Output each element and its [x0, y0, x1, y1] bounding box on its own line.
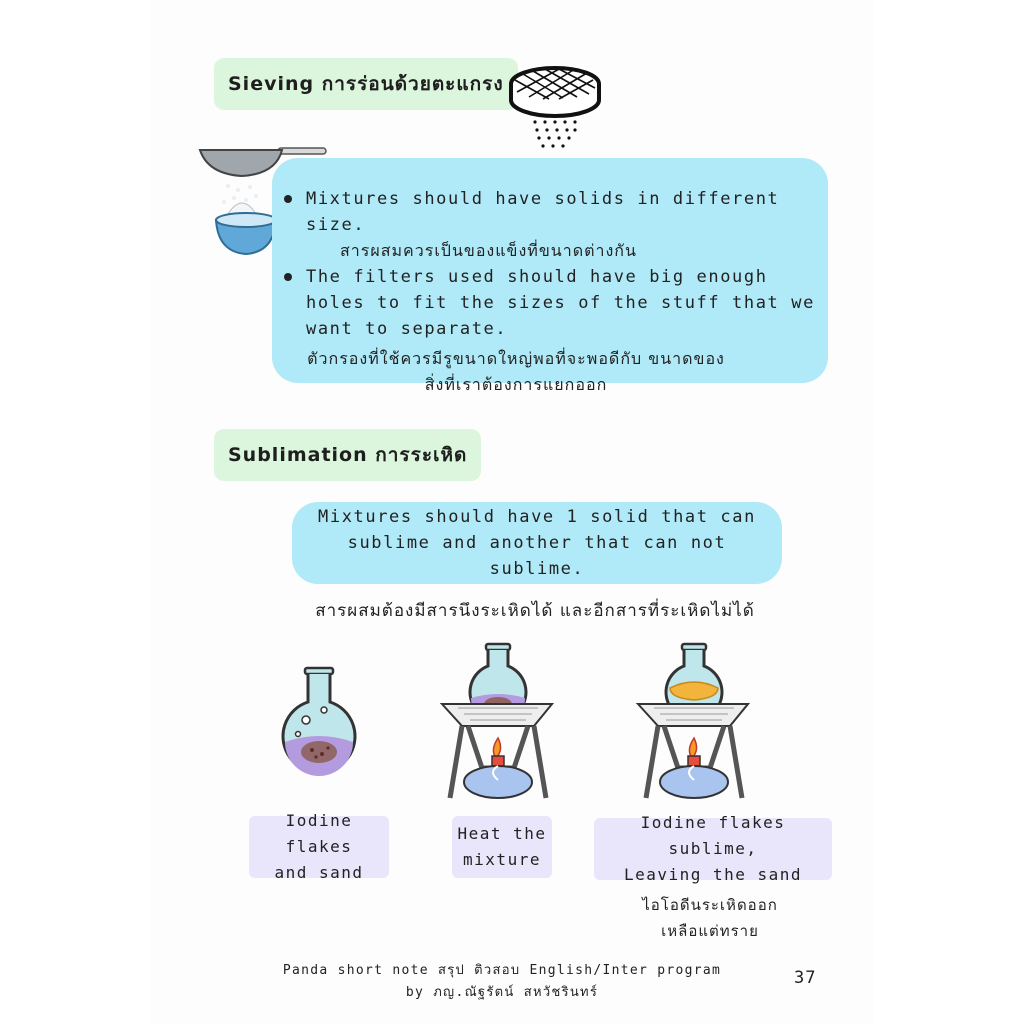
- sieving-heading: [214, 58, 518, 110]
- footer: [262, 960, 742, 1004]
- sublimation-info-box: [292, 502, 782, 584]
- sieving-bullet-list: [274, 186, 820, 398]
- sieving-bullet-1-en: Mixtures should have solids in different size.: [306, 189, 780, 235]
- page-number: 37: [794, 968, 817, 988]
- sieving-bullet-2: [274, 264, 820, 398]
- footer-line-1: Panda short note สรุป ติวสอบ English/Inter program: [282, 963, 722, 978]
- footer-line-2: by ภญ.ณัฐรัตน์ สหวัชรินทร์: [405, 985, 599, 1000]
- sieving-bullet-1: [274, 186, 820, 264]
- sublimation-box-text: Mixtures should have 1 solid that can sublime and another that can not sublime.: [318, 507, 756, 579]
- sieving-bullet-2-th: ตัวกรองที่ใช้ควรมีรูขนาดใหญ่พอที่จะพอดีกับ ขนาดของสิ่งที่เราต้องการแยกออก: [307, 349, 725, 394]
- flask-mixture-illustration: [276, 662, 362, 782]
- sieving-bullet-2-en: The filters used should have big enough holes to fit the sizes of the stuff that we want to separate.: [306, 267, 815, 339]
- step-label-iodine-sand: Iodine flakes and sand: [249, 816, 389, 878]
- sieving-bullet-1-th: สารผสมควรเป็นของแข็งที่ขนาดต่างกัน: [340, 241, 637, 260]
- sublimation-heading-text: Sublimation การระเหิด: [228, 444, 468, 466]
- sieving-heading-text: Sieving การร่อนด้วยตะแกรง: [228, 73, 504, 95]
- heating-setup-illustration: [438, 640, 556, 804]
- step-label-sublime: Iodine flakes sublime, Leaving the sand: [594, 818, 832, 880]
- sublimation-heading: [214, 429, 481, 481]
- step-label-heat: Heat the mixture: [452, 816, 552, 878]
- sieving-info-box: [272, 158, 828, 394]
- sublimation-thai-text: สารผสมต้องมีสารนึงระเหิดได้ และอีกสารที่ระเหิดไม่ได้: [315, 601, 755, 621]
- sublimed-setup-illustration: [634, 640, 752, 804]
- sieve-icon: [505, 60, 605, 152]
- step-thai-note: ไอโอดีนระเหิดออก เหลือแต่ทราย: [642, 896, 778, 940]
